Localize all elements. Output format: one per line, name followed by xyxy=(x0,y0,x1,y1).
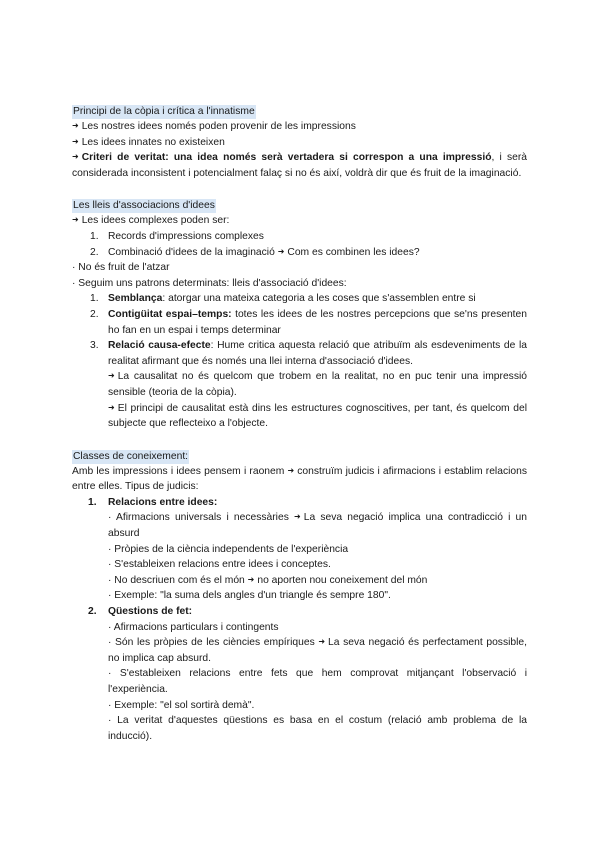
arrow-icon: ➜ xyxy=(72,136,79,146)
section-classes-coneixement xyxy=(72,446,527,745)
list-item: · Són les pròpies de les ciències empíriques ➜ La seva negació és perfectament possible, no implica cap absurd. xyxy=(108,637,527,664)
arrow-icon: ➜ xyxy=(108,371,115,381)
list-item: ➜ Les idees innates no existeixen xyxy=(72,136,225,148)
section-heading: Les lleis d'associacions d'idees xyxy=(73,200,215,212)
list-item: ➜ El principi de causalitat està dins les estructures cognoscitives, per tant, és quelcom del subjecte que reflecteixo a l'objecte. xyxy=(108,402,527,430)
arrow-icon: ➜ xyxy=(72,121,79,130)
arrow-icon: ➜ xyxy=(72,152,79,162)
list-item: · No descriuen com és el món ➜ no aporten nou coneixement del món xyxy=(108,574,428,586)
section-lleis-associacio xyxy=(72,195,527,431)
arrow-icon: ➜ xyxy=(294,512,301,522)
section-heading: Classes de coneixement: xyxy=(73,450,189,462)
list-item: · S'estableixen relacions entre idees i conceptes. xyxy=(108,559,331,571)
paragraph: Amb les impressions i idees pensem i raonem ➜ construïm judicis i afirmacions i establim relacions entre elles. Tipus de judicis: xyxy=(72,465,527,493)
list-item: ➜ Criteri de veritat: una idea només serà vertadera si correspon a una impressió, i serà considerada inconsistent i potencialment falaç si no és així, voldrà dir que és fruit de la imaginació. xyxy=(72,152,528,179)
arrow-icon: ➜ xyxy=(287,465,295,475)
list-item: ➜ Les nostres idees només poden provenir de les impressions xyxy=(72,121,356,132)
numbered-item: 1. Records d'impressions complexes xyxy=(90,230,264,242)
list-item: · Afirmacions particulars i contingents xyxy=(108,621,279,633)
numbered-item: 3. Relació causa-efecte: Hume critica aquesta relació que atribuïm als esdeveniments de la realitat afirmant que és només una llei interna d'associació d'idees. xyxy=(90,340,527,367)
list-item: ➜ Les idees complexes poden ser: xyxy=(72,215,230,227)
numbered-item: 1. Semblança: atorgar una mateixa categoria a les coses que s'assemblen entre si xyxy=(90,293,476,305)
list-item: ➜ La causalitat no és quelcom que trobem en la realitat, no en puc tenir una impressió sensible (teoria de la còpia). xyxy=(108,371,527,398)
section-heading: Principi de la còpia i crítica a l'innatisme xyxy=(73,106,255,117)
document-page xyxy=(72,101,527,744)
numbered-item: 2. Combinació d'idees de la imaginació ➜ Com es combinen les idees? xyxy=(90,246,420,258)
arrow-icon: ➜ xyxy=(277,246,285,256)
list-item: · Seguim uns patrons determinats: lleis d'associació d'idees: xyxy=(72,277,347,289)
numbered-item: 2. Contigüitat espai–temps: totes les idees de les nostres percepcions que se'ns presenten ho fan en un espai i temps determinar xyxy=(90,308,527,336)
arrow-icon: ➜ xyxy=(318,637,326,647)
list-item: · No és fruit de l'atzar xyxy=(72,262,170,274)
list-item: · Exemple: "el sol sortirà demà". xyxy=(108,699,255,711)
list-item: · Pròpies de la ciència independents de l'experiència xyxy=(108,543,349,555)
list-item: · S'estableixen relacions entre fets que hem comprovat mitjançant l'observació i l'experiència. xyxy=(108,668,527,695)
section-principi-copia xyxy=(72,101,527,181)
arrow-icon: ➜ xyxy=(247,574,255,584)
arrow-icon: ➜ xyxy=(72,215,79,225)
list-item: · La veritat d'aquestes qüestions es basa en el costum (relació amb problema de la inducció). xyxy=(108,715,527,742)
numbered-item: 1. Relacions entre idees: xyxy=(88,496,218,508)
arrow-icon: ➜ xyxy=(108,402,115,412)
list-item: · Afirmacions universals i necessàries ➜ La seva negació implica una contradicció i un absurd xyxy=(108,512,527,540)
numbered-item: 2. Qüestions de fet: xyxy=(88,606,193,618)
list-item: · Exemple: "la suma dels angles d'un triangle és sempre 180". xyxy=(108,590,391,602)
